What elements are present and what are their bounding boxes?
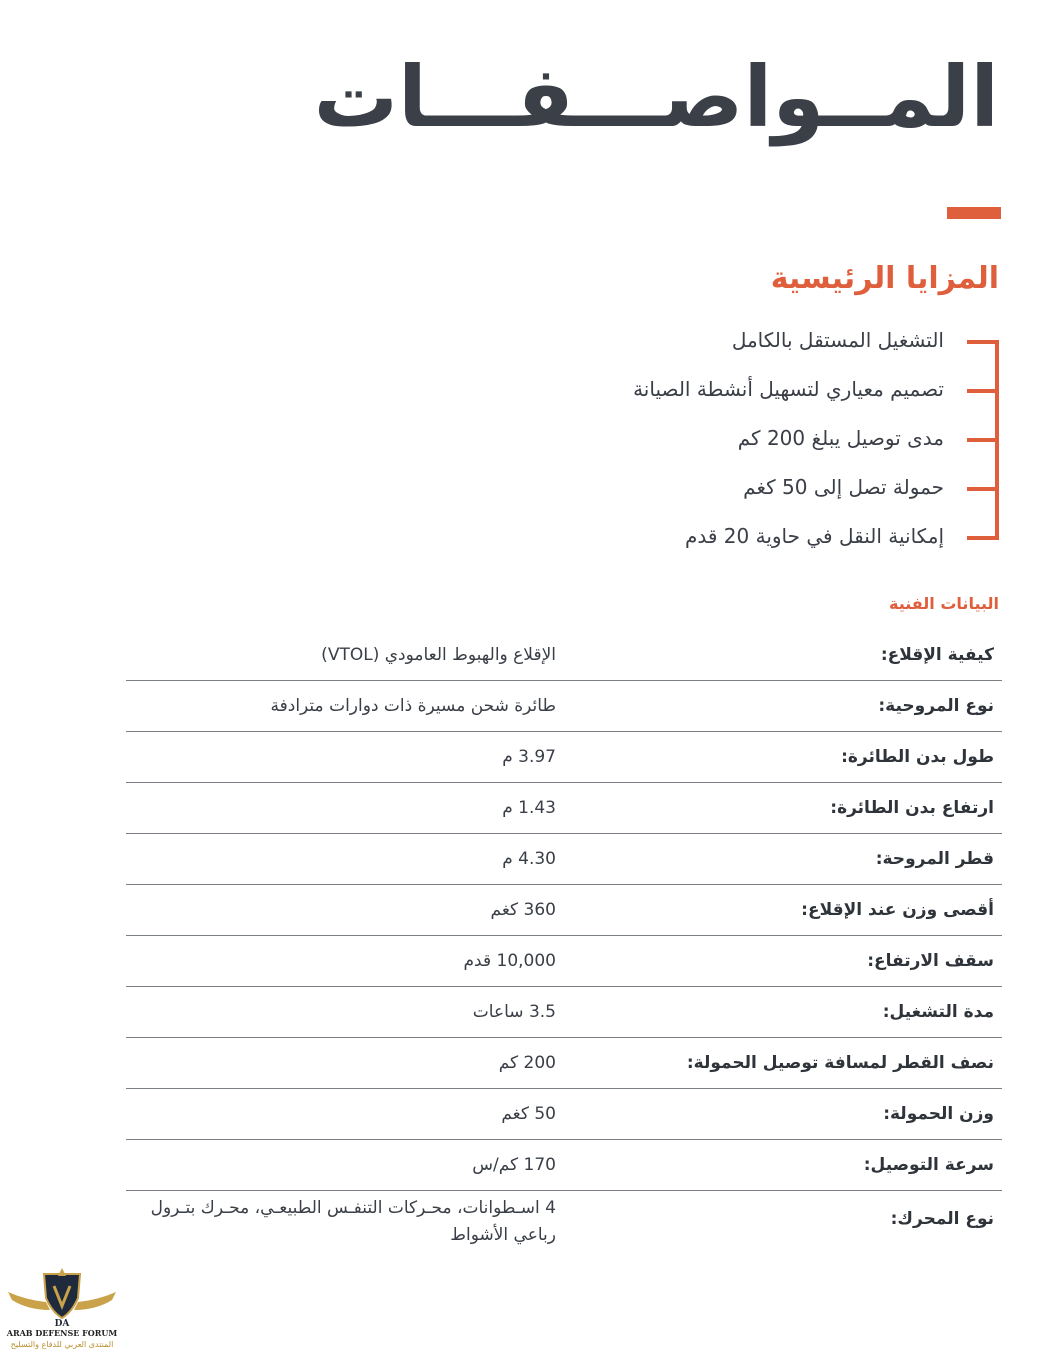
spec-value: الإقلاع والهبوط العامودي (VTOL) xyxy=(321,645,556,665)
spec-value: 3.97 م xyxy=(502,747,556,767)
spec-value: 3.5 ساعات xyxy=(472,1002,556,1022)
spec-value: 200 كم xyxy=(498,1053,556,1073)
spec-row xyxy=(126,1038,1002,1089)
bracket-tick xyxy=(967,340,999,344)
feature-item xyxy=(539,469,999,509)
spec-value: 1.43 م xyxy=(502,798,556,818)
spec-value: 360 كغم xyxy=(490,900,556,920)
feature-item xyxy=(539,322,999,362)
spec-label: قطر المروحة: xyxy=(875,849,994,869)
spec-label: نوع المحرك: xyxy=(890,1209,994,1229)
page-title: المــواصـــفـــات xyxy=(313,48,999,146)
spec-label: أقصى وزن عند الإقلاع: xyxy=(801,900,994,920)
spec-label: نصف القطر لمسافة توصيل الحمولة: xyxy=(686,1053,994,1073)
technical-data-heading: البيانات الفنية xyxy=(889,594,999,613)
bracket-tick xyxy=(967,389,999,393)
spec-value: 10,000 قدم xyxy=(463,951,556,971)
logo-name-en: ARAB DEFENSE FORUM xyxy=(6,1328,118,1338)
spec-row xyxy=(126,732,1002,783)
spec-label: ارتفاع بدن الطائرة: xyxy=(830,798,994,818)
logo-name-ar: المنتدى العربي للدفاع والتسليح xyxy=(10,1340,114,1349)
feature-item xyxy=(539,518,999,558)
spec-value: طائرة شحن مسيرة ذات دوارات مترادفة xyxy=(270,696,556,716)
feature-text: حمولة تصل إلى 50 كغم xyxy=(743,475,944,499)
spec-value: 4.30 م xyxy=(502,849,556,869)
spec-row xyxy=(126,1140,1002,1191)
feature-text: إمكانية النقل في حاوية 20 قدم xyxy=(684,524,944,548)
spec-label: سرعة التوصيل: xyxy=(863,1155,994,1175)
spec-row xyxy=(126,987,1002,1038)
bracket-tick xyxy=(967,536,999,540)
spec-table xyxy=(126,630,1002,1255)
spec-row xyxy=(126,1089,1002,1140)
watermark-logo xyxy=(6,1266,118,1352)
bracket-tick xyxy=(967,487,999,491)
feature-text: التشغيل المستقل بالكامل xyxy=(731,328,944,352)
spec-row xyxy=(126,885,1002,936)
spec-label: سقف الارتفاع: xyxy=(867,951,994,971)
feature-text: مدى توصيل يبلغ 200 كم xyxy=(737,426,944,450)
spec-row xyxy=(126,834,1002,885)
spec-row xyxy=(126,681,1002,732)
feature-item xyxy=(539,420,999,460)
spec-row xyxy=(126,1191,1002,1255)
spec-value: 170 كم/س xyxy=(472,1155,556,1175)
spec-label: نوع المروحية: xyxy=(878,696,994,716)
feature-text: تصميم معياري لتسهيل أنشطة الصيانة xyxy=(633,377,944,401)
spec-value: 50 كغم xyxy=(501,1104,556,1124)
shield-wings-icon xyxy=(6,1266,118,1328)
feature-item xyxy=(539,371,999,411)
spec-value: 4 اسـطوانات، محـركات التنفـس الطبيعـي، محـرك بتـرول رباعي الأشواط xyxy=(150,1198,556,1245)
key-features-list xyxy=(539,322,999,554)
spec-row xyxy=(126,630,1002,681)
spec-label: طول بدن الطائرة: xyxy=(841,747,994,767)
spec-label: مدة التشغيل: xyxy=(882,1002,994,1022)
spec-row xyxy=(126,936,1002,987)
spec-row xyxy=(126,783,1002,834)
spec-label: كيفية الإقلاع: xyxy=(880,645,994,665)
key-features-heading: المزايا الرئيسية xyxy=(770,261,999,296)
spec-label: وزن الحمولة: xyxy=(883,1104,994,1124)
bracket-tick xyxy=(967,438,999,442)
svg-text:DA: DA xyxy=(54,1319,70,1328)
accent-bar xyxy=(947,207,1001,219)
